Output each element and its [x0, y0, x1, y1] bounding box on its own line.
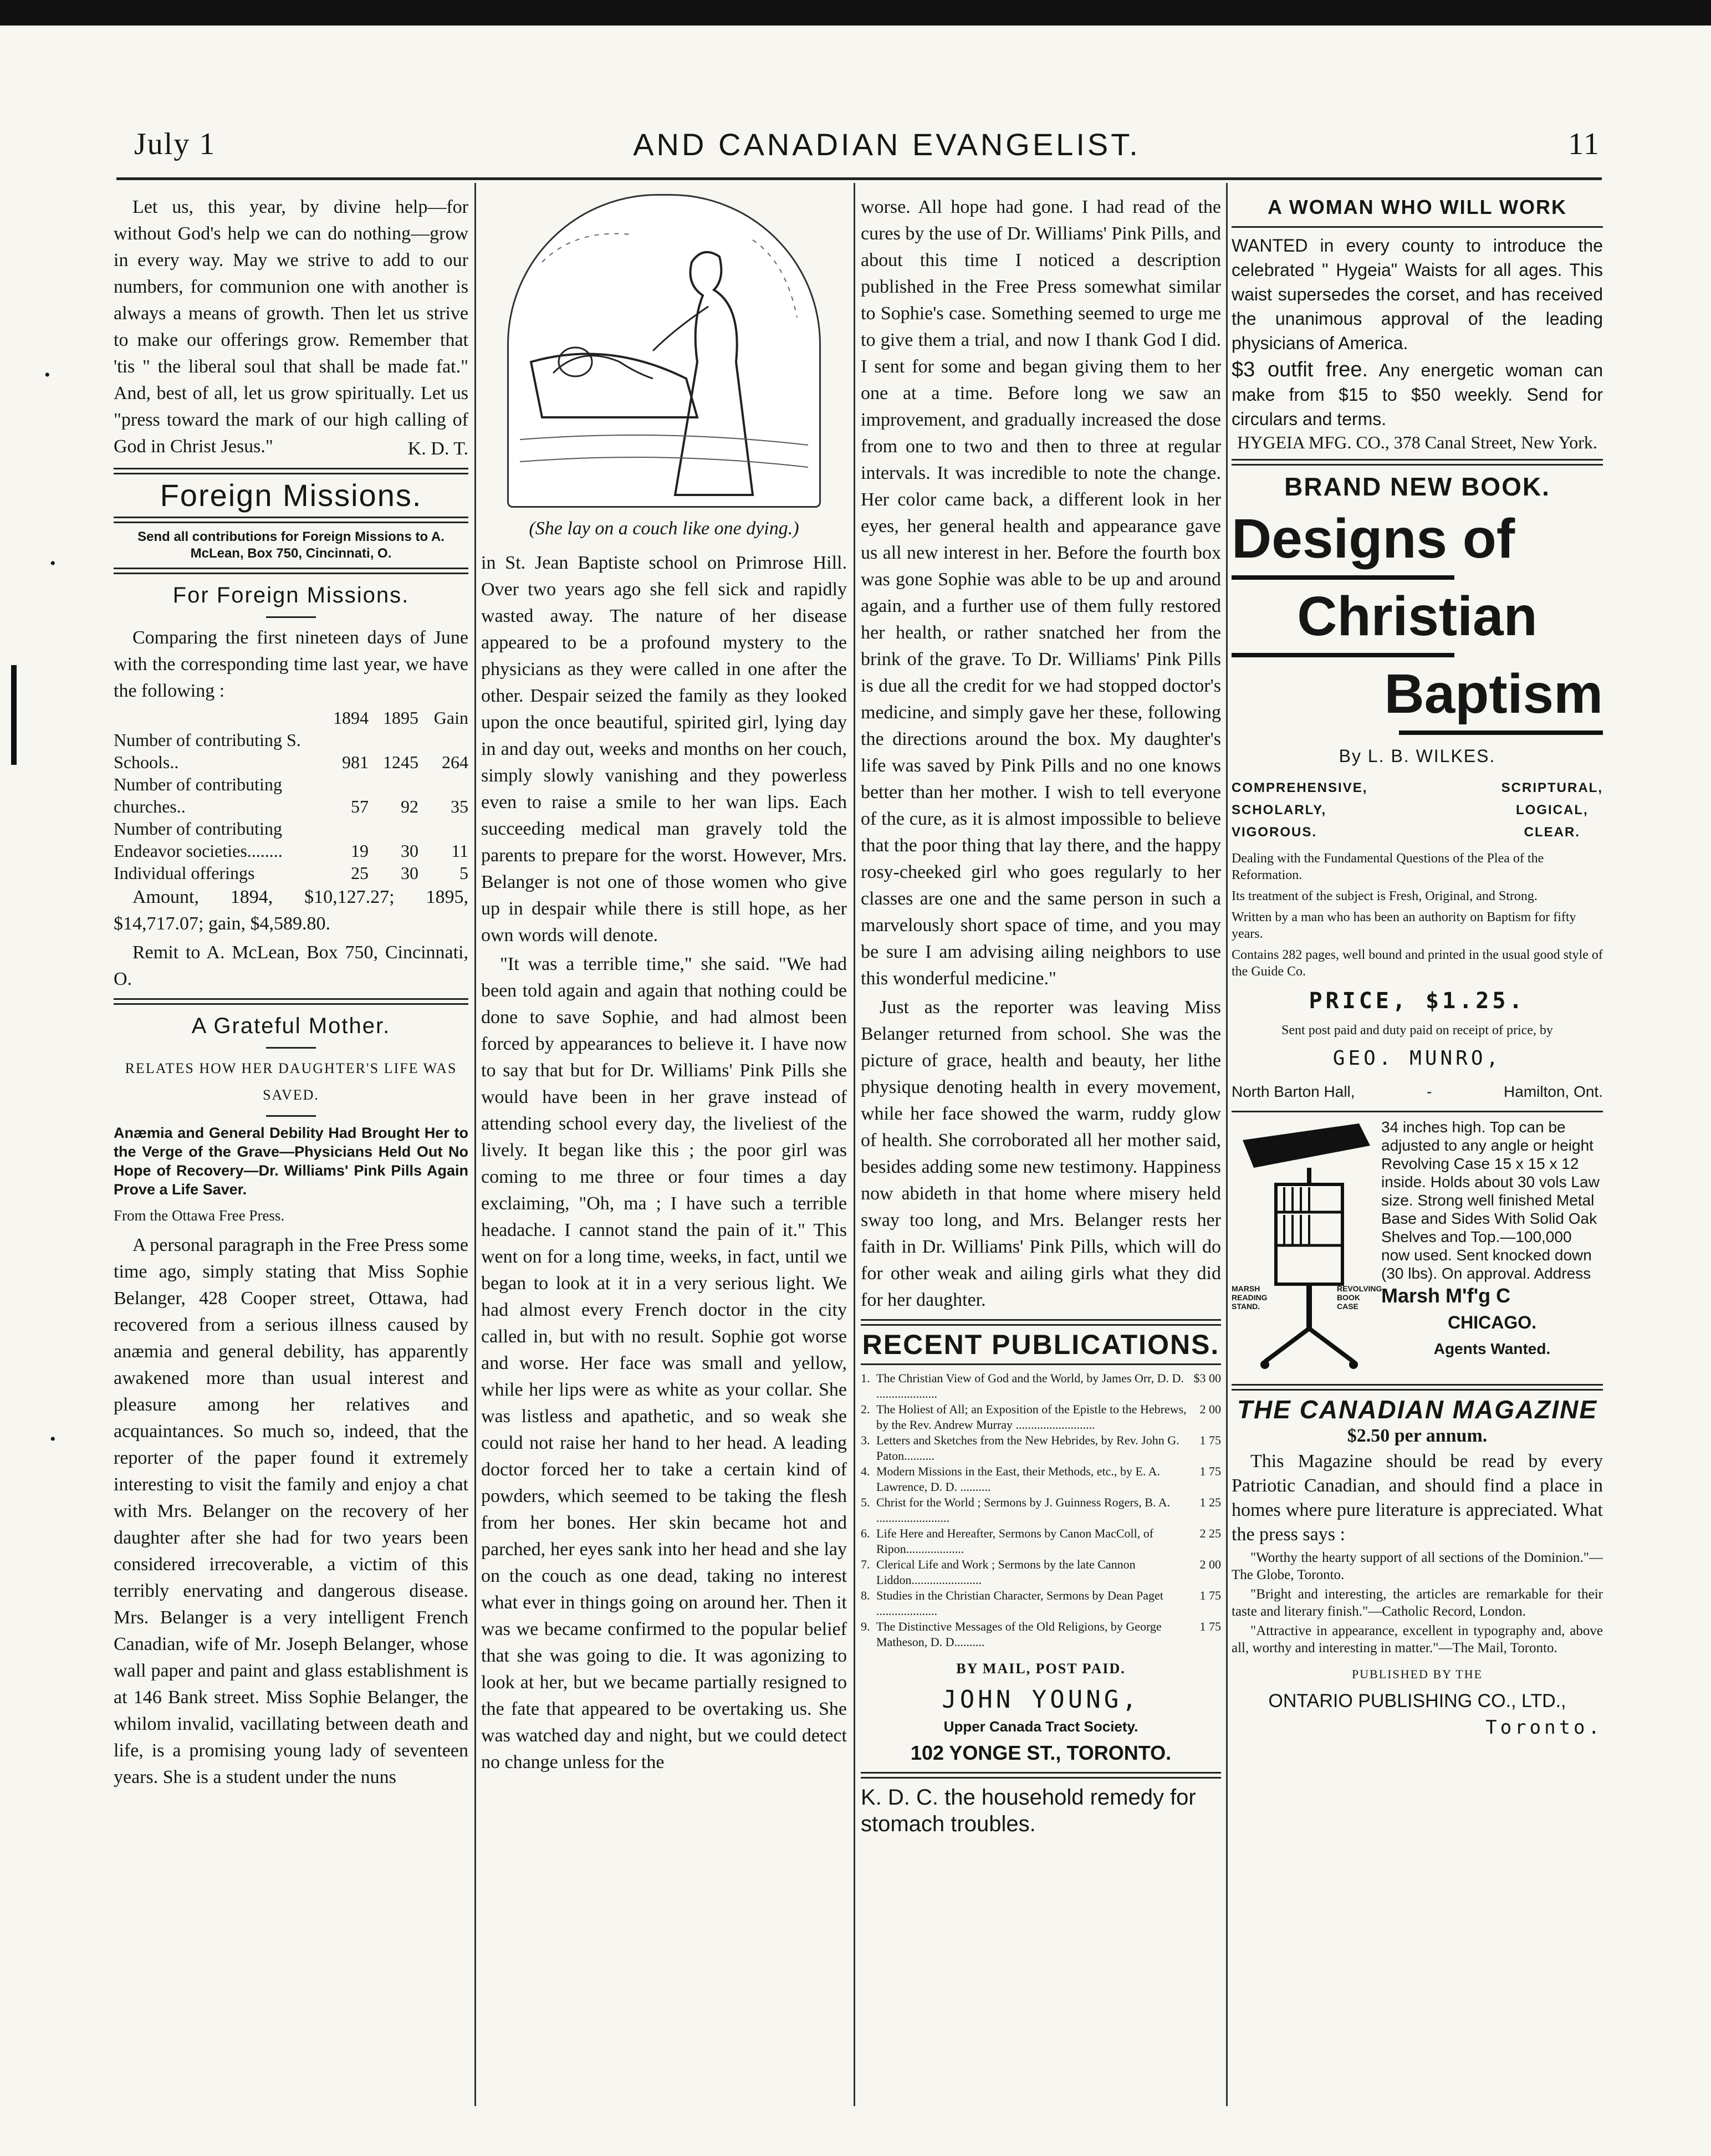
- magazine-body: This Magazine should be read by every Patriotic Canadian, and should find a place in homes where pure literature is appreciated. What the press says :: [1232, 1451, 1603, 1545]
- item-title: Clerical Life and Work ; Sermons by the late Cannon Liddon.......................: [876, 1557, 1136, 1587]
- item-price: $3 00: [1193, 1371, 1221, 1385]
- story-paragraph: in St. Jean Baptiste school on Primrose Hill. Over two years ago she fell sick and rapidly wasted away. The nature of her disease appeared to be a profound mystery to the physicians as they were called in one after the other. Despair seized the family as they looked upon the once beautiful, spirited girl, lying day in and day out, weeks and months on her couch, simply slowly vanishing and they powerless even to raise a smile to her wan lips. Each succeeding medical man gravely told the parents to prepare for the worst. However, Mrs. Belanger is not one of those women who give up in despair while there is still hope, as her own words will denote.: [481, 553, 847, 946]
- seller-address: 102 YONGE ST., TORONTO.: [910, 1741, 1172, 1764]
- list-item: [861, 1557, 1221, 1588]
- table-cell: 92: [401, 796, 418, 816]
- book-desc-line: Written by a man who has been an authority on Baptism for fifty years.: [1232, 910, 1576, 941]
- woman-ad-outfit: $3 outfit free.: [1232, 358, 1368, 381]
- bookcase-city: CHICAGO.: [1448, 1312, 1536, 1332]
- column-4: [1232, 194, 1603, 1741]
- brand-new-book-banner: BRAND NEW BOOK.: [1284, 472, 1550, 501]
- rule: [1232, 226, 1603, 228]
- table-row: [114, 773, 468, 818]
- rule: [1232, 1111, 1603, 1112]
- rule: [861, 1363, 1221, 1365]
- list-item: [861, 1402, 1221, 1433]
- table-row: [114, 818, 468, 862]
- item-title: Christ for the World ; Sermons by J. Guinness Rogers, B. A. ........................: [876, 1495, 1171, 1525]
- table-header-cell: 1895: [383, 708, 418, 728]
- table-cell: 25: [351, 863, 369, 883]
- item-number: 4.: [861, 1464, 870, 1478]
- book-rule: [1232, 575, 1454, 580]
- list-item: [861, 1619, 1221, 1650]
- item-title: The Distinctive Messages of the Old Religions, by George Matheson, D. D..........: [876, 1619, 1162, 1649]
- book-tag: SCRIPTURAL,: [1501, 780, 1603, 795]
- item-number: 1.: [861, 1371, 870, 1385]
- story-paragraph: Just as the reporter was leaving Miss Belanger returned from school. She was the picture of grace, health and beauty, her lithe physique denoting health in every movement, while her face showed the warm, ruddy glow of health. She corroborated all her mother said, besides adding some new testimony. Happiness now abideth in that home where misery held sway too long, and Mrs. Belanger rests her faith in Dr. Williams' Pink Pills, which will do for other weak and ailing girls what they did for her daughter.: [861, 997, 1221, 1310]
- seller-dash: -: [1427, 1083, 1432, 1100]
- table-cell: Number of contributing Endeavor societies........: [114, 819, 283, 861]
- book-seller: GEO. MUNRO,: [1332, 1047, 1502, 1070]
- magazine-price: $2.50 per annum.: [1347, 1426, 1488, 1446]
- header-page-number: 11: [1568, 127, 1600, 161]
- story-subtitle: RELATES HOW HER DAUGHTER'S LIFE WAS SAVED.: [125, 1060, 457, 1103]
- book-tag: LOGICAL,: [1516, 803, 1589, 818]
- book-title-line-2: Christian: [1297, 585, 1538, 647]
- table-cell: 57: [351, 796, 369, 816]
- seller-city: Hamilton, Ont.: [1504, 1083, 1603, 1100]
- bookcase-maker: Marsh M'f'g C: [1381, 1284, 1511, 1307]
- book-author: By L. B. WILKES.: [1339, 746, 1496, 766]
- book-price: PRICE, $1.25.: [1309, 988, 1526, 1014]
- list-item: [861, 1464, 1221, 1495]
- table-cell: 1245: [383, 752, 418, 772]
- foreign-missions-note: Send all contributions for Foreign Missions to A. McLean, Box 750, Cincinnati, O.: [137, 529, 445, 561]
- for-foreign-missions-title: For Foreign Missions.: [172, 583, 410, 607]
- column-divider-2: [854, 183, 855, 2106]
- illustration-caption: (She lay on a couch like one dying.): [529, 518, 799, 539]
- story-paragraph: "It was a terrible time," she said. "We had been told again and again that nothing could be done to save Sophie, and had almost been forced by appearances to believe it. I have now to say that but for Dr. Williams' Pink Pills she would have been in her grave instead of attending school every day, the liveliest of the lively. It began like this ; the poor girl was coming to me three or four times a day exclaiming, "Oh, ma ; I have such a terrible headache. I cannot stand the pain of it." This went on for a long time, weeks, in fact, until we began to look at it in a very serious light. We had almost every French doctor in the city called in, but with no result. Sophie got worse and worse. Her face was small and yellow, while her lips were as white as your collar. She was listless and apathetic, and so weak she could not raise her hand to her head. A leading doctor forced her to take a certain kind of powders, which seemed to be taking the flesh from her bones. Her skin became hot and parched, her eyes sank into her head and she lay on the couch as one dead, taking no interest what ever in things going on around her. Then it was we became confirmed to the popular belief that she was going to die. It was agonizing to look at her, but we became partially resigned to the fate that appeared to be overtaking us. She was watched day and night, but we could detect no change unless for the: [481, 954, 847, 1772]
- book-rule: [1232, 653, 1454, 657]
- book-tag: VIGOROUS.: [1232, 825, 1317, 840]
- table-row: [114, 862, 468, 884]
- column-2: [481, 194, 847, 1778]
- grateful-mother-title: A Grateful Mother.: [191, 1014, 391, 1038]
- item-number: 9.: [861, 1619, 870, 1633]
- book-desc-line: Contains 282 pages, well bound and printed in the usual good style of the Guide Co.: [1232, 948, 1603, 979]
- bookcase-drawing: [1232, 1118, 1382, 1378]
- table-row: [114, 729, 468, 773]
- book-title-line-1: Designs of: [1232, 508, 1515, 570]
- list-item: [861, 1371, 1221, 1402]
- contributions-table: [114, 707, 468, 884]
- amount-line: Amount, 1894, $10,127.27; 1895, $14,717.07; gain, $4,589.80.: [114, 887, 468, 934]
- margin-speck: •: [50, 554, 56, 573]
- book-title-line-3: Baptism: [1384, 663, 1603, 725]
- margin-speck: •: [50, 1430, 56, 1448]
- table-header-cell: [114, 707, 319, 729]
- double-rule: [861, 1319, 1221, 1326]
- double-rule: [114, 568, 468, 574]
- table-cell: 11: [451, 841, 468, 861]
- ffm-intro: Comparing the first nineteen days of June with the corresponding time last year, we have the following :: [114, 627, 468, 701]
- table-cell: 5: [459, 863, 468, 883]
- item-price: 2 00: [1199, 1557, 1221, 1571]
- story-paragraph: A personal paragraph in the Free Press some time ago, simply stating that Miss Sophie Belanger, 428 Cooper street, Ottawa, had recovered from a serious illness caused by anæmia and general debility, has apparently awakened more than usual interest and pleasure among her relatives and acquaintances. So much so, indeed, that the reporter of the paper found it extremely interesting to visit the family and enjoy a chat with Mrs. Belanger on the recovery of her daughter after she had for two years been considered irrecoverable, a victim of this terribly enervating and dangerous disease. Mrs. Belanger is a very intelligent French Canadian, wife of Mr. Joseph Belanger, whose wall paper and paint and glass establishment is at 146 Bank street. Miss Sophie Belanger, the whilom invalid, vacillating between death and life, is a promising young lady of seventeen years. She is a student under the nuns: [114, 1235, 468, 1787]
- seller-society: Upper Canada Tract Society.: [943, 1718, 1138, 1735]
- short-rule: [266, 616, 316, 618]
- intro-signature: K. D. T.: [407, 438, 468, 459]
- short-rule: [266, 1047, 316, 1049]
- story-paragraph: worse. All hope had gone. I had read of the cures by the use of Dr. Williams' Pink Pills, and about this time I noticed a description published in the Free Press somewhat similar to Sophie's case. Something seemed to urge me to give them a trial, and now I thank God I did. I sent for some and began giving them to her one at a time. Before long we saw an improvement, and gradually increased the dose from one to two and then to three at regular intervals. It was incredible to note the change. Her color came back, a different look in her eyes, her general health and appearance gave us all new interest in her. Before the fourth box was gone Sophie was able to be up and around again, and a further use of them fully restored her health, or rather snatched her from the brink of the grave. To Dr. Williams' Pink Pills is due all the credit for we had stopped doctor's medicine, and simply gave her these, following the directions around the box. My daughter's life was saved by Pink Pills and no one knows better than her mother. I wish to tell everyone of the cure, as it is almost impossible to believe that the poor thing that lay there, and the happy rosy-cheeked girl who goes regularly to her classes are one and the same person in such a marvelously short space of time, and you may be sure I am advising ailing neighbors to use this wonderful medicine.": [861, 197, 1221, 989]
- list-item: [861, 1526, 1221, 1557]
- story-source: From the Ottawa Free Press.: [114, 1207, 285, 1224]
- seller-name: JOHN YOUNG,: [942, 1685, 1140, 1714]
- item-price: 1 75: [1199, 1588, 1221, 1602]
- mail-note: BY MAIL, POST PAID.: [956, 1661, 1126, 1677]
- magazine-title: THE CANADIAN MAGAZINE: [1237, 1395, 1598, 1424]
- item-number: 3.: [861, 1433, 870, 1447]
- table-header-cell: Gain: [433, 708, 468, 728]
- bookcase-ad: [1232, 1118, 1603, 1378]
- item-price: 1 25: [1199, 1495, 1221, 1509]
- item-price: 1 75: [1199, 1464, 1221, 1478]
- column-1: [114, 194, 468, 1793]
- book-tag: CLEAR.: [1524, 825, 1580, 840]
- double-rule: [1232, 459, 1603, 466]
- woman-ad-body: WANTED in every county to introduce the celebrated " Hygeia" Waists for all ages. This waist supersedes the corset, and has received the unanimous approval of the leading physicians of America.: [1232, 236, 1603, 353]
- bookcase-description: 34 inches high. Top can be adjusted to any angle or height Revolving Case 15 x 15 x 12 inside. Holds about 30 vols Law size. Strong well finished Metal Base and Sides With Solid Oak Shelves and Top.—100,000 now used. Sent knocked down (30 lbs). On approval. Address: [1381, 1118, 1600, 1282]
- item-number: 8.: [861, 1588, 870, 1602]
- table-cell: 264: [442, 752, 468, 772]
- item-number: 2.: [861, 1402, 870, 1416]
- table-cell: Individual offerings: [114, 863, 255, 883]
- magazine-city: Toronto.: [1485, 1716, 1603, 1739]
- bookcase-agents: Agents Wanted.: [1433, 1340, 1551, 1357]
- story-deck: Anæmia and General Debility Had Brought Her to the Verge of the Grave—Physicians Held Out No Hope of Recovery—Dr. Williams' Pink Pills Again Prove a Life Saver.: [114, 1125, 468, 1198]
- book-seller-address: [1232, 1079, 1603, 1105]
- header-title: AND CANADIAN EVANGELIST.: [633, 127, 1141, 162]
- double-rule: [1232, 1384, 1603, 1391]
- item-title: The Holiest of All; an Exposition of the Epistle to the Hebrews, by the Rev. Andrew Murray ..........................: [876, 1402, 1187, 1432]
- item-price: 2 25: [1199, 1526, 1221, 1540]
- item-number: 7.: [861, 1557, 870, 1571]
- list-item: [861, 1495, 1221, 1526]
- table-cell: 19: [351, 841, 369, 861]
- margin-scratch: [11, 665, 17, 765]
- top-border-band: [0, 0, 1711, 25]
- intro-paragraph: Let us, this year, by divine help—for without God's help we can do nothing—grow in every way. May we strive to add to our numbers, for communion one with another is always a means of growth. Then let us strive to make our offerings grow. Remember that 'tis " the liberal soul that shall be made fat." And, best of all, let us grow spiritually. Let us "press toward the mark of our high calling of God in Christ Jesus.": [114, 197, 468, 457]
- book-tag: SCHOLARLY,: [1232, 803, 1327, 818]
- double-rule: [114, 998, 468, 1005]
- column-divider-1: [474, 183, 476, 2106]
- short-rule: [266, 1115, 316, 1117]
- item-title: Studies in the Christian Character, Sermons by Dean Paget ....................: [876, 1588, 1163, 1618]
- magazine-quote: "Worthy the hearty support of all sections of the Dominion."—The Globe, Toronto.: [1232, 1550, 1603, 1582]
- double-rule: [114, 468, 468, 474]
- table-cell: 981: [342, 752, 369, 772]
- item-title: Life Here and Hereafter, Sermons by Canon MacColl, of Ripon...................: [876, 1526, 1154, 1556]
- double-rule: [861, 1772, 1221, 1779]
- table-cell: Number of contributing churches..: [114, 774, 282, 816]
- item-price: 1 75: [1199, 1619, 1221, 1633]
- publications-list: [861, 1371, 1221, 1650]
- kdc-ad: K. D. C. the household remedy for stomach troubles.: [861, 1785, 1196, 1836]
- book-sent-note: Sent post paid and duty paid on receipt of price, by: [1281, 1023, 1553, 1038]
- magazine-quotes: [1232, 1549, 1603, 1657]
- header-rule: [116, 177, 1602, 180]
- column-divider-3: [1226, 183, 1228, 2106]
- book-rule: [1399, 730, 1603, 735]
- magazine-publisher: ONTARIO PUBLISHING CO., LTD.,: [1268, 1690, 1566, 1711]
- item-title: Modern Missions in the East, their Methods, etc., by E. A. Lawrence, D. D. ..........: [876, 1464, 1161, 1494]
- item-number: 6.: [861, 1526, 870, 1540]
- magazine-quote: "Bright and interesting, the articles are remarkable for their taste and literary finish."—Catholic Record, London.: [1232, 1587, 1603, 1619]
- remit-line: Remit to A. McLean, Box 750, Cincinnati, O.: [114, 942, 468, 989]
- woman-ad-body2: Any energetic woman can make from $15 to $50 weekly. Send for circulars and terms.: [1232, 360, 1603, 429]
- item-title: The Christian View of God and the World, by James Orr, D. D. ....................: [876, 1371, 1184, 1401]
- woman-ad-company: HYGEIA MFG. CO., 378 Canal Street, New York.: [1237, 432, 1597, 452]
- table-header-cell: 1894: [333, 708, 369, 728]
- item-title: Letters and Sketches from the New Hebrides, by Rev. John G. Paton..........: [876, 1433, 1179, 1463]
- list-item: [861, 1433, 1221, 1464]
- table-cell: Number of contributing S. Schools..: [114, 730, 301, 772]
- bookcase-illustration: [1232, 1118, 1382, 1378]
- header-date: July 1: [134, 127, 216, 161]
- foreign-missions-heading: Foreign Missions.: [160, 478, 422, 513]
- book-tags: [1232, 777, 1603, 844]
- list-item: [861, 1588, 1221, 1619]
- illustration-drawing: [509, 196, 819, 506]
- table-cell: 30: [401, 841, 418, 861]
- magazine-published-by: PUBLISHED BY THE: [1351, 1667, 1483, 1681]
- book-description: [1232, 850, 1603, 980]
- item-price: 1 75: [1199, 1433, 1221, 1447]
- item-price: 2 00: [1199, 1402, 1221, 1416]
- case-label-right: REVOLVING BOOK CASE: [1337, 1284, 1382, 1311]
- double-rule: [114, 517, 468, 523]
- table-cell: 35: [451, 796, 468, 816]
- book-tag: COMPREHENSIVE,: [1232, 780, 1368, 795]
- table-header-row: [114, 707, 468, 729]
- margin-speck: •: [44, 366, 50, 384]
- magazine-quote: "Attractive in appearance, excellent in typography and, above all, worthy and interesting in matter."—The Mail, Toronto.: [1232, 1623, 1603, 1656]
- column-3: [861, 194, 1221, 1837]
- seller-hall: North Barton Hall,: [1232, 1083, 1355, 1100]
- woman-ad-title: A WOMAN WHO WILL WORK: [1268, 196, 1567, 218]
- item-number: 5.: [861, 1495, 870, 1509]
- recent-publications-heading: RECENT PUBLICATIONS.: [862, 1329, 1220, 1360]
- book-desc-line: Dealing with the Fundamental Questions of the Plea of the Reformation.: [1232, 851, 1544, 882]
- case-label-left: MARSH READING STAND.: [1232, 1284, 1268, 1311]
- table-cell: 30: [401, 863, 418, 883]
- book-desc-line: Its treatment of the subject is Fresh, Original, and Strong.: [1232, 889, 1538, 903]
- illustration-girl-on-couch: [507, 194, 821, 508]
